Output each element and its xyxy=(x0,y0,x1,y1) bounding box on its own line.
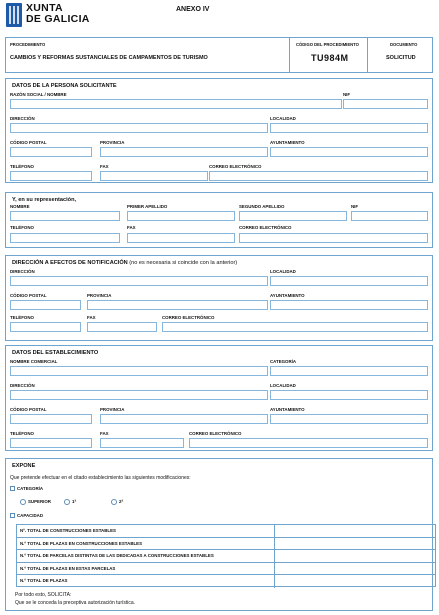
section-title-expone: EXPONE xyxy=(12,463,36,469)
input-direccion[interactable] xyxy=(10,123,268,133)
input-nif[interactable] xyxy=(343,99,428,109)
input-est-fax[interactable] xyxy=(100,438,184,448)
radio-first[interactable] xyxy=(64,499,70,505)
input-nombre-comercial[interactable] xyxy=(10,366,268,376)
input-rep-correo[interactable] xyxy=(239,233,428,243)
label-segundo-apellido: SEGUNDO APELLIDO xyxy=(239,204,285,209)
input-rep-telefono[interactable] xyxy=(10,233,120,243)
label-rep-nombre: NOMBRE xyxy=(10,204,30,209)
label-est-localidad: LOCALIDAD xyxy=(270,383,296,388)
input-not-telefono[interactable] xyxy=(10,322,81,332)
radio-second[interactable] xyxy=(111,499,117,505)
radio-second-label: 2ª xyxy=(119,499,124,504)
label-not-telefono: TELÉFONO xyxy=(10,315,34,320)
input-provincia[interactable] xyxy=(100,147,268,157)
input-correo[interactable] xyxy=(209,171,428,181)
input-not-codigo-postal[interactable] xyxy=(10,300,81,310)
input-ayuntamiento[interactable] xyxy=(270,147,428,157)
label-rep-nif: NIF xyxy=(351,204,359,209)
input-rep-nif[interactable] xyxy=(351,211,428,221)
table-row: N.º TOTAL DE PLAZAS xyxy=(17,575,435,588)
section-representacion xyxy=(5,192,433,248)
table-row: N.º TOTAL DE PLAZAS EN CONSTRUCCIONES ESTABLES xyxy=(17,538,435,551)
document-cell xyxy=(368,38,434,72)
label-codigo-postal: CÓDIGO POSTAL xyxy=(10,140,47,145)
logo-line-2: DE GALICIA xyxy=(26,13,90,25)
input-fax[interactable] xyxy=(100,171,208,181)
categoria-checkbox[interactable] xyxy=(10,486,15,491)
input-telefono[interactable] xyxy=(10,171,92,181)
radio-superior[interactable] xyxy=(20,499,26,505)
label-telefono: TELÉFONO xyxy=(10,164,34,169)
section-expone xyxy=(5,458,433,611)
section-title-establecimiento: DATOS DEL ESTABLECIMIENTO xyxy=(12,350,99,356)
label-provincia: PROVINCIA xyxy=(100,140,125,145)
procedure-header xyxy=(5,37,433,73)
procedure-title: CAMBIOS Y REFORMAS SUSTANCIALES DE CAMPAMENTOS DE TURISMO xyxy=(10,55,208,61)
input-not-direccion[interactable] xyxy=(10,276,268,286)
input-not-correo[interactable] xyxy=(162,322,428,332)
input-not-ayuntamiento[interactable] xyxy=(270,300,428,310)
label-not-direccion: DIRECCIÓN xyxy=(10,269,35,274)
input-rep-nombre[interactable] xyxy=(10,211,120,221)
input-est-correo[interactable] xyxy=(189,438,428,448)
procedure-code-cell xyxy=(290,38,368,72)
radio-first-label: 1ª xyxy=(72,499,77,504)
label-not-correo: CORREO ELECTRÓNICO xyxy=(162,315,215,320)
notificacion-note: (no es necesaria si coincide con la anterior) xyxy=(129,260,238,266)
input-segundo-apellido[interactable] xyxy=(239,211,347,221)
input-est-provincia[interactable] xyxy=(100,414,268,424)
input-est-localidad[interactable] xyxy=(270,390,428,400)
label-est-codigo-postal: CÓDIGO POSTAL xyxy=(10,407,47,412)
categoria-label: CATEGORÍA xyxy=(17,486,44,491)
label-nif: NIF xyxy=(343,92,351,97)
capacidad-label: CAPACIDAD xyxy=(17,513,44,518)
input-localidad[interactable] xyxy=(270,123,428,133)
radio-superior-label: SUPERIOR xyxy=(28,499,51,504)
input-est-direccion[interactable] xyxy=(10,390,268,400)
notificacion-title: DIRECCIÓN A EFECTOS DE NOTIFICACIÓN xyxy=(12,260,128,266)
section-title-notificacion xyxy=(12,260,237,266)
input-est-codigo-postal[interactable] xyxy=(10,414,92,424)
capacity-table xyxy=(16,524,436,587)
label-not-codigo-postal: CÓDIGO POSTAL xyxy=(10,293,47,298)
input-not-localidad[interactable] xyxy=(270,276,428,286)
label-est-correo: CORREO ELECTRÓNICO xyxy=(189,431,242,436)
procedure-code-label: CÓDIGO DEL PROCEDIMIENTO xyxy=(296,42,359,47)
document-label: DOCUMENTO xyxy=(390,42,418,47)
input-categoria[interactable] xyxy=(270,366,428,376)
procedure-code: TU984M xyxy=(311,53,349,63)
xunta-de-galicia-logo xyxy=(6,3,92,33)
label-nombre-comercial: NOMBRE COMERCIAL xyxy=(10,359,58,364)
input-est-telefono[interactable] xyxy=(10,438,92,448)
label-rep-correo: CORREO ELECTRÓNICO xyxy=(239,225,292,230)
logo-text xyxy=(26,3,90,25)
label-est-telefono: TELÉFONO xyxy=(10,431,34,436)
input-rep-fax[interactable] xyxy=(127,233,235,243)
solicita-line-1: Por todo esto, SOLICITA: xyxy=(15,592,72,598)
label-ayuntamiento: AYUNTAMIENTO xyxy=(270,140,305,145)
label-not-ayuntamiento: AYUNTAMIENTO xyxy=(270,293,305,298)
capacidad-checkbox[interactable] xyxy=(10,513,15,518)
xunta-emblem-icon xyxy=(6,3,22,27)
table-row: N.º TOTAL DE PLAZAS EN ESTAS PARCELAS xyxy=(17,563,435,576)
logo-line-1: XUNTA xyxy=(26,2,63,14)
document-value: SOLICITUD xyxy=(386,55,416,61)
label-rep-telefono: TELÉFONO xyxy=(10,225,34,230)
label-razon-social: RAZÓN SOCIAL / NOMBRE xyxy=(10,92,67,97)
section-notificacion xyxy=(5,255,433,341)
label-direccion: DIRECCIÓN xyxy=(10,116,35,121)
table-row: Nº. TOTAL DE CONSTRUCCIONES ESTABLES xyxy=(17,525,435,538)
section-title-solicitante: DATOS DE LA PERSONA SOLICITANTE xyxy=(12,83,117,89)
section-title-representacion: Y, en su representación, xyxy=(12,197,77,203)
table-row: N.º TOTAL DE PARCELAS DISTINTAS DE LAS DEDICADAS A CONSTRUCCIONES ESTABLES xyxy=(17,550,435,563)
label-est-ayuntamiento: AYUNTAMIENTO xyxy=(270,407,305,412)
label-categoria: CATEGORÍA xyxy=(270,359,297,364)
label-correo: CORREO ELECTRÓNICO xyxy=(209,164,262,169)
expone-intro: Que pretende efectuar en el citado establecimiento las siguientes modificaciones: xyxy=(10,475,191,481)
label-primer-apellido: PRIMER APELLIDO xyxy=(127,204,168,209)
solicita-line-2: Que se le conceda la preceptiva autorización turística. xyxy=(15,600,136,606)
annex-title: ANEXO IV xyxy=(176,6,210,13)
label-fax: FAX xyxy=(100,164,109,169)
input-est-ayuntamiento[interactable] xyxy=(270,414,428,424)
input-primer-apellido[interactable] xyxy=(127,211,235,221)
procedure-cell xyxy=(6,38,290,72)
label-est-fax: FAX xyxy=(100,431,109,436)
section-establecimiento xyxy=(5,345,433,451)
label-est-direccion: DIRECCIÓN xyxy=(10,383,35,388)
label-not-localidad: LOCALIDAD xyxy=(270,269,296,274)
procedure-label: PROCEDIMIENTO xyxy=(10,42,46,47)
label-est-provincia: PROVINCIA xyxy=(100,407,125,412)
input-codigo-postal[interactable] xyxy=(10,147,92,157)
label-localidad: LOCALIDAD xyxy=(270,116,296,121)
input-not-provincia[interactable] xyxy=(87,300,268,310)
section-solicitante xyxy=(5,78,433,183)
label-not-fax: FAX xyxy=(87,315,96,320)
label-not-provincia: PROVINCIA xyxy=(87,293,112,298)
input-not-fax[interactable] xyxy=(87,322,157,332)
label-rep-fax: FAX xyxy=(127,225,136,230)
input-razon-social[interactable] xyxy=(10,99,342,109)
